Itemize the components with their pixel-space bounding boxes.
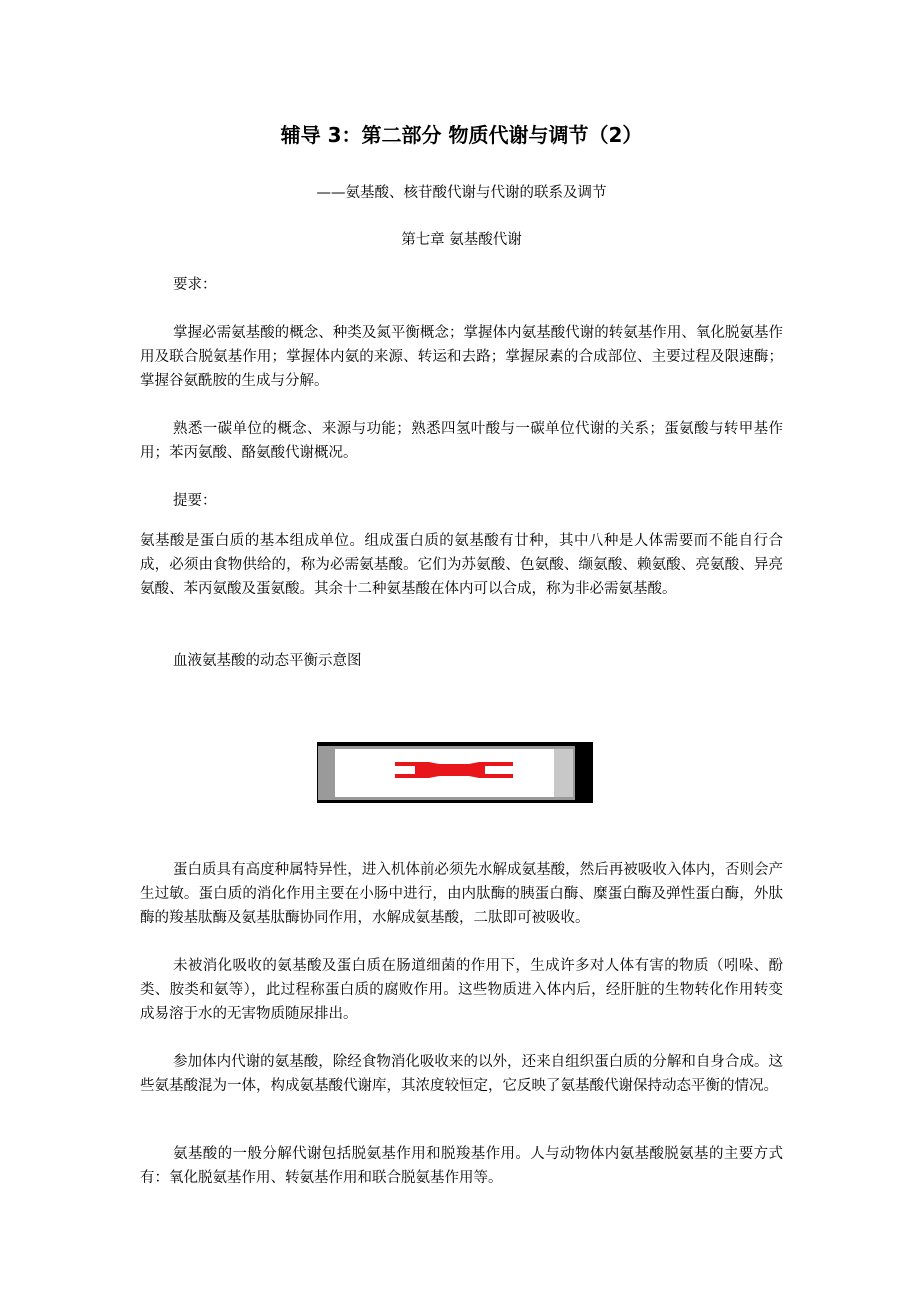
- document-title: 辅导 3：第二部分 物质代谢与调节（2）: [280, 123, 643, 147]
- body-paragraph-3: 参加体内代谢的氨基酸，除经食物消化吸收来的以外，还来自组织蛋白质的分解和自身合成。这些氨基酸混为一体，构成氨基酸代谢库，其浓度较恒定，它反映了氨基酸代谢保持动态平衡的情况。: [140, 1054, 783, 1094]
- document-subtitle: ——氨基酸、核苷酸代谢与代谢的联系及调节: [316, 185, 607, 201]
- requirements-paragraph-2: 熟悉一碳单位的概念、来源与功能；熟悉四氢叶酸与一碳单位代谢的关系；蛋氨酸与转甲基作用；苯丙氨酸、酪氨酸代谢概况。: [140, 421, 783, 461]
- body-paragraph-1: 蛋白质具有高度种属特异性，进入机体前必须先水解成氨基酸，然后再被吸收入体内，否则会产生过敏。蛋白质的消化作用主要在小肠中进行，由内肽酶的胰蛋白酶、糜蛋白酶及弹性蛋白酶，外肽酶的羧基肽酶及氨基肽酶协同作用，水解成氨基酸，二肽即可被吸收。: [140, 862, 783, 926]
- requirements-paragraph-1: 掌握必需氨基酸的概念、种类及氮平衡概念；掌握体内氨基酸代谢的转氨基作用、氧化脱氨基作用及联合脱氨基作用；掌握体内氨的来源、转运和去路；掌握尿素的合成部位、主要过程及限速酶；掌握谷氨酰胺的生成与分解。: [140, 325, 783, 389]
- body-paragraph-2: 未被消化吸收的氨基酸及蛋白质在肠道细菌的作用下，生成许多对人体有害的物质（吲哚、酚类、胺类和氨等），此过程称蛋白质的腐败作用。这些物质进入体内后，经肝脏的生物转化作用转变成易溶于水的无害物质随尿排出。: [140, 958, 783, 1022]
- amino-acid-balance-diagram: [317, 742, 593, 803]
- body-paragraph-4: 氨基酸的一般分解代谢包括脱氨基作用和脱羧基作用。人与动物体内氨基酸脱氨基的主要方式有：氧化脱氨基作用、转氨基作用和联合脱氨基作用等。: [140, 1146, 783, 1186]
- summary-paragraph-1: 氨基酸是蛋白质的基本组成单位。组成蛋白质的氨基酸有廿种，其中八种是人体需要而不能自行合成，必须由食物供给的，称为必需氨基酸。它们为苏氨酸、色氨酸、缬氨酸、赖氨酸、亮氨酸、异亮氨酸、苯丙氨酸及蛋氨酸。其余十二种氨基酸在体内可以合成，称为非必需氨基酸。: [140, 533, 783, 597]
- diagram-right-shade: [554, 749, 573, 797]
- summary-heading: 提要：: [173, 493, 217, 509]
- chapter-heading: 第七章 氨基酸代谢: [401, 232, 522, 248]
- figure-caption: 血液氨基酸的动态平衡示意图: [173, 653, 362, 669]
- requirements-heading: 要求：: [173, 277, 217, 293]
